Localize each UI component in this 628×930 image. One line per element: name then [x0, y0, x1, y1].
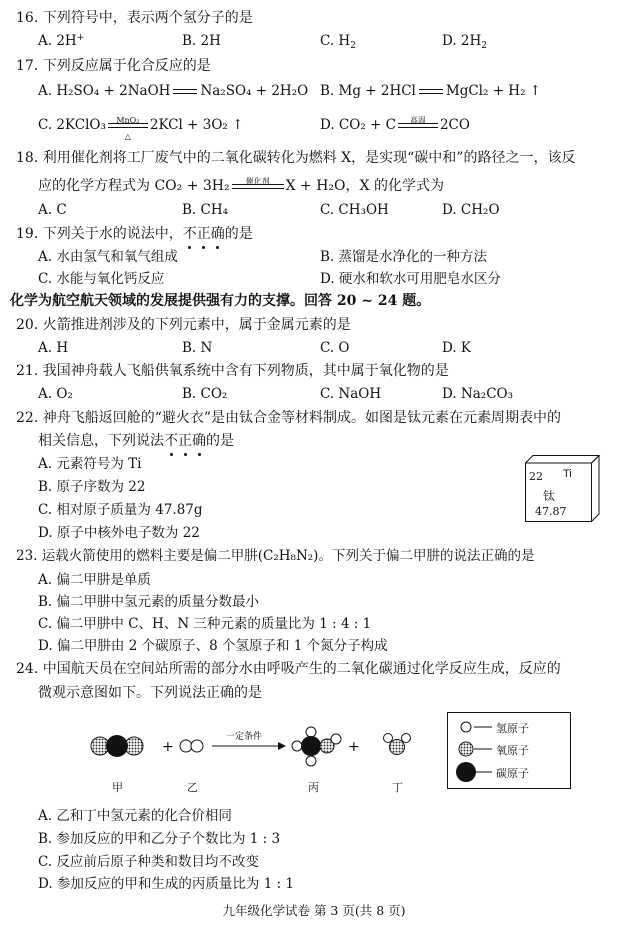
q22-option-a: A. 元素符号为 Ti [38, 456, 142, 472]
q22-option-d: D. 原子中核外电子数为 22 [38, 525, 200, 541]
equals-sign [170, 81, 200, 101]
legend-symbols [454, 713, 494, 788]
legend-carbon: 碳原子 [496, 767, 529, 780]
q22-stem-line2: 相关信息，下列说法不正确的是 [38, 433, 234, 449]
q16-option-d: D. $2H_2$ [442, 33, 488, 51]
element-name: 钛 [543, 489, 556, 503]
legend-oxygen: 氧原子 [496, 744, 529, 757]
titanium-periodic-cell [525, 455, 599, 521]
q19-option-a: A. 水由氢气和氧气组成 [38, 249, 178, 265]
label-jia: 甲 [112, 781, 123, 794]
reaction-micro-diagram [80, 726, 440, 796]
q20-option-a: A. H [38, 340, 69, 356]
emphasis-dotted: 不正确 [164, 433, 206, 449]
q19-stem: 19. 下列关于水的说法中，不正确的是 [16, 226, 253, 242]
page-footer: 九年级化学试卷 第 3 页(共 8 页) [222, 903, 406, 918]
reaction-arrow: 催化剂 [230, 176, 286, 196]
q18-stem-line1: 18. 利用催化剂将工厂废气中的二氧化碳转化为燃料 X，是实现“碳中和”的路径之一，该反 [16, 150, 576, 166]
q17-option-a: A. H₂SO₄ + 2NaOH Na₂SO₄ + 2H₂O [38, 83, 309, 99]
q18-option-b: B. CH₄ [182, 202, 229, 218]
label-yi: 乙 [187, 781, 198, 794]
molecule-h2o [384, 734, 411, 755]
q17-option-d: D. CO₂ + C 高温 2CO [320, 116, 470, 133]
q24-stem-line2: 微观示意图如下。下列说法正确的是 [38, 685, 262, 701]
q17-stem: 17. 下列反应属于化合反应的是 [16, 58, 211, 74]
element-symbol: Ti [563, 468, 572, 480]
molecule-h2 [180, 740, 203, 752]
reaction-arrow: MnO₂ △ [106, 115, 150, 135]
atomic-number: 22 [529, 470, 543, 483]
reaction-arrow: 高温 [396, 115, 440, 135]
q21-option-c: C. NaOH [320, 386, 382, 402]
q19-option-d: D. 硬水和软水可用肥皂水区分 [320, 271, 501, 287]
reaction-condition: 一定条件 [226, 732, 263, 742]
q24-stem-line1: 24. 中国航天员在空间站所需的部分水由呼吸产生的二氧化碳通过化学反应生成，反应的 [16, 661, 561, 677]
q19-option-b: B. 蒸馏是水净化的一种方法 [320, 249, 488, 265]
q21-stem: 21. 我国神舟载人飞船供氧系统中含有下列物质，其中属于氧化物的是 [16, 363, 449, 379]
q20-option-b: B. N [182, 340, 213, 356]
molecule-co2 [91, 735, 143, 757]
q23-option-c: C. 偏二甲肼中 C、H、N 三种元素的质量比为 1 : 4 : 1 [38, 616, 372, 632]
q16-option-a: A. 2H+ [38, 33, 85, 49]
q16-option-c: C. $H_2$ [320, 33, 356, 51]
label-ding: 丁 [392, 781, 403, 794]
q17-option-c: C. 2KClO₃ MnO₂ △ 2KCl + 3O₂ ↑ [38, 116, 244, 141]
atom-legend [447, 712, 571, 789]
q24-option-d: D. 参加反应的甲和生成的丙质量比为 1 : 1 [38, 876, 295, 892]
atomic-mass: 47.87 [535, 505, 567, 518]
q24-option-b: B. 参加反应的甲和乙分子个数比为 1 : 3 [38, 831, 281, 847]
q23-option-d: D. 偏二甲肼由 2 个碳原子、8 个氢原子和 1 个氮分子构成 [38, 638, 388, 654]
arrow-head [278, 742, 286, 750]
q23-stem: 23. 运载火箭使用的燃料主要是偏二甲肼(C₂H₈N₂)。下列关于偏二甲肼的说法正确的是 [16, 548, 535, 564]
q18-option-a: A. C [38, 202, 67, 218]
q24-option-c: C. 反应前后原子种类和数目均不改变 [38, 854, 259, 870]
q23-option-a: A. 偏二甲肼是单质 [38, 572, 151, 588]
plus-sign-1: + [162, 739, 174, 755]
q18-option-d: D. CH₂O [442, 202, 500, 218]
q20-option-d: D. K [442, 340, 472, 356]
q21-option-b: B. CO₂ [182, 386, 228, 402]
equals-sign [416, 81, 446, 101]
q22-option-b: B. 原子序数为 22 [38, 479, 146, 495]
molecule-ch3oh [292, 727, 341, 766]
q21-option-d: D. Na₂CO₃ [442, 386, 514, 402]
q20-stem: 20. 火箭推进剂涉及的下列元素中，属于金属元素的是 [16, 317, 351, 333]
q16-stem: 16. 下列符号中，表示两个氢分子的是 [16, 10, 253, 26]
label-bing: 丙 [308, 781, 319, 794]
q23-option-b: B. 偏二甲肼中氢元素的质量分数最小 [38, 594, 260, 610]
q21-option-a: A. O₂ [38, 386, 73, 402]
legend-hydrogen: 氢原子 [496, 722, 529, 735]
section-heading: 化学为航空航天领域的发展提供强有力的支撑。回答 20 ~ 24 题。 [10, 293, 431, 309]
q18-stem-line2: 应的化学方程式为 CO₂ + 3H₂ 催化剂 X + H₂O，X 的化学式为 [38, 177, 444, 194]
q18-option-c: C. CH₃OH [320, 202, 389, 218]
q17-option-b: B. Mg + 2HCl MgCl₂ + H₂ ↑ [320, 83, 542, 99]
q16-option-b: B. 2H [182, 33, 221, 49]
q20-option-c: C. O [320, 340, 350, 356]
q22-stem-line1: 22. 神舟飞船返回舱的“避火衣”是由钛合金等材料制成。如图是钛元素在元素周期表中的 [16, 410, 562, 426]
emphasis-dotted: 不正确 [182, 226, 225, 242]
plus-sign-2: + [348, 739, 360, 755]
q19-option-c: C. 水能与氧化钙反应 [38, 271, 165, 287]
q24-option-a: A. 乙和丁中氢元素的化合价相同 [38, 808, 232, 824]
q22-option-c: C. 相对原子质量为 47.87g [38, 502, 203, 518]
